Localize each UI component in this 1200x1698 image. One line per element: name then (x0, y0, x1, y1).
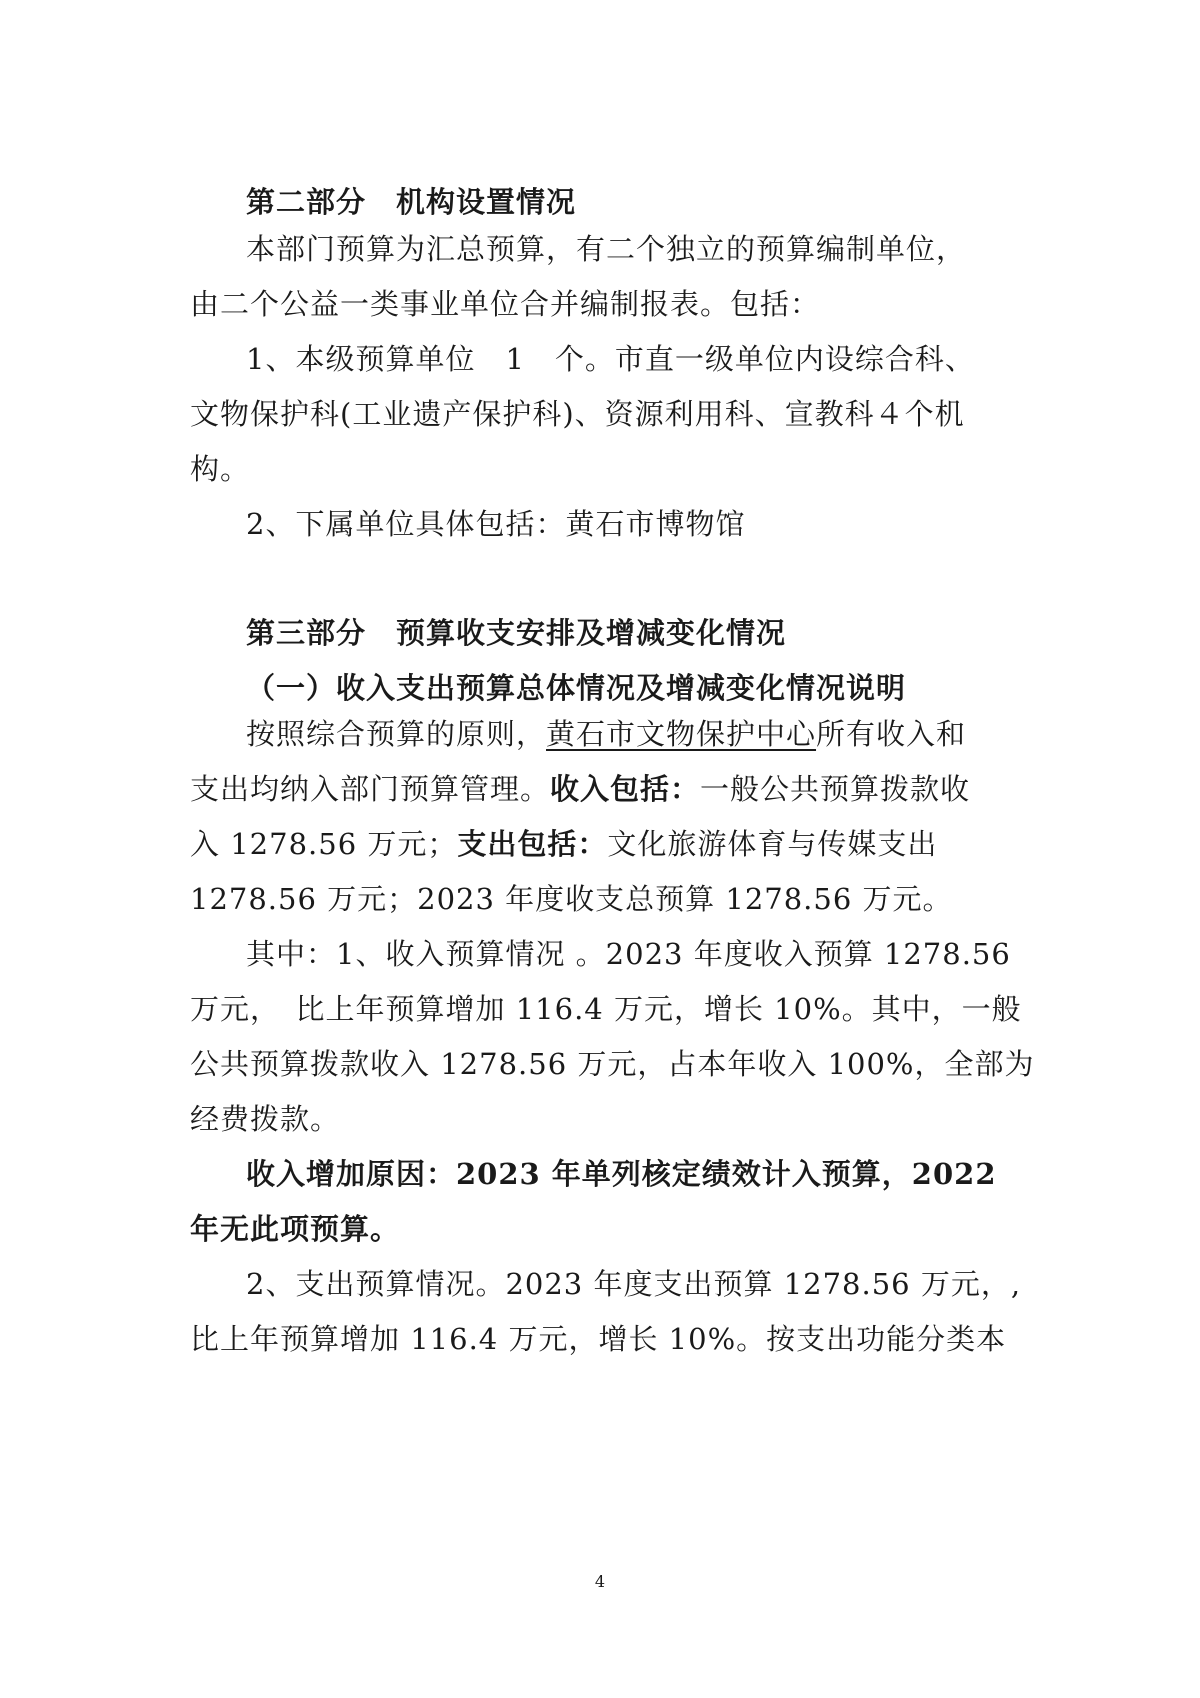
text-run: 支出均纳入部门预算管理。 (190, 772, 551, 806)
part2-item-1-line: 文物保护科(工业遗产保护科)、资源利用科、宣教科４个机 (190, 397, 965, 431)
part2-item-2: 2、下属单位具体包括：黄石市博物馆 (246, 507, 746, 541)
part3-heading: 第三部分 预算收支安排及增减变化情况 (246, 616, 787, 650)
income-budget-line: 经费拨款。 (190, 1102, 341, 1136)
page-number: 4 (594, 1572, 606, 1591)
income-increase-reason-line: 收入增加原因：2023 年单列核定绩效计入预算，2022 (246, 1157, 997, 1191)
text-run: 文化旅游体育与传媒支出 (607, 827, 938, 861)
text-run: 所有收入和 (816, 717, 967, 751)
part2-paragraph-line: 本部门预算为汇总预算，有二个独立的预算编制单位， (246, 232, 967, 266)
expense-label: 支出包括： (457, 827, 608, 861)
expense-budget-line: 2、支出预算情况。2023 年度支出预算 1278.56 万元，, (246, 1267, 1022, 1301)
part2-item-1-line: 构。 (190, 452, 251, 486)
income-label: 收入包括： (550, 772, 701, 806)
part3-paragraph-line (190, 771, 970, 807)
part2-paragraph-line: 由二个公益一类事业单位合并编制报表。包括： (190, 287, 821, 321)
text-run: 入 1278.56 万元； (190, 827, 458, 861)
organization-name: 黄石市文物保护中心 (546, 717, 817, 751)
income-increase-reason-line: 年无此项预算。 (190, 1212, 401, 1246)
part3-paragraph-line: 1278.56 万元；2023 年度收支总预算 1278.56 万元。 (190, 882, 953, 916)
text-run: 按照综合预算的原则， (246, 717, 547, 751)
text-run: 一般公共预算拨款收 (700, 772, 971, 806)
income-budget-line: 公共预算拨款收入 1278.56 万元，占本年收入 100%，全部为 (190, 1047, 1035, 1081)
expense-budget-line: 比上年预算增加 116.4 万元，增长 10%。按支出功能分类本 (190, 1322, 1007, 1356)
part2-item-1-line: 1、本级预算单位 1 个。市直一级单位内设综合科、 (246, 342, 975, 376)
part2-heading: 第二部分 机构设置情况 (246, 185, 577, 219)
income-budget-line: 万元， 比上年预算增加 116.4 万元，增长 10%。其中，一般 (190, 992, 1022, 1026)
income-budget-line: 其中：1、收入预算情况 。2023 年度收入预算 1278.56 (246, 937, 1011, 971)
part3-subheading: （一）收入支出预算总体情况及增减变化情况说明 (246, 671, 907, 705)
part3-paragraph-line (190, 826, 937, 862)
part3-paragraph-line (246, 716, 966, 752)
